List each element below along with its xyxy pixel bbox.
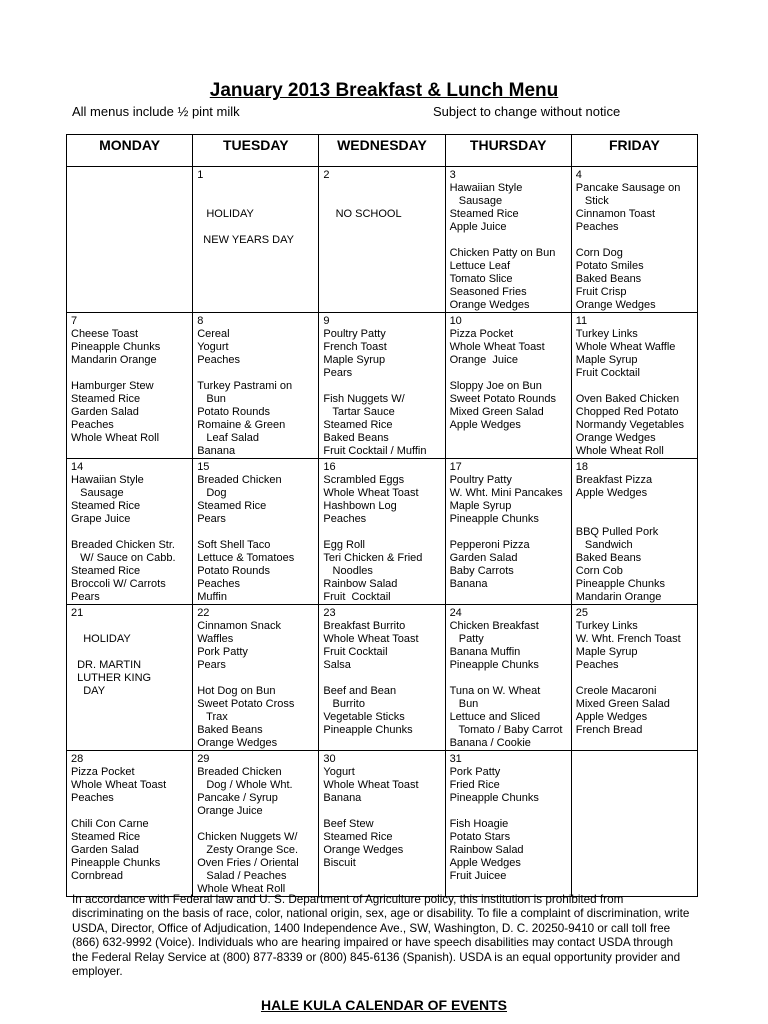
menu-line: BBQ Pulled Pork [575, 526, 659, 538]
menu-line [197, 221, 318, 234]
day-number: 23 [323, 607, 336, 619]
menu-line: Cereal [197, 328, 230, 340]
menu-line: Corn Dog [575, 247, 623, 259]
menu-line: Sausage [449, 195, 503, 207]
day-number: 25 [575, 607, 588, 619]
menu-line: Breakfast Burrito [323, 620, 406, 632]
menu-line: Waffles [197, 633, 234, 645]
menu-line: Steamed Rice [449, 208, 519, 220]
menu-line: Lettuce and Sliced [449, 711, 541, 723]
menu-line: Pizza Pocket [449, 328, 514, 340]
menu-line: Tartar Sauce [323, 406, 395, 418]
menu-line: Stick [575, 195, 609, 207]
menu-line: Cinnamon Toast [575, 208, 656, 220]
menu-line: Salad / Peaches [197, 870, 287, 882]
menu-line: Vegetable Sticks [323, 711, 405, 723]
menu-line [197, 526, 318, 539]
day-number: 8 [197, 315, 204, 327]
menu-line: Poultry Patty [449, 474, 512, 486]
menu-line: Banana [449, 578, 488, 590]
menu-line [71, 620, 192, 633]
menu-line: Peaches [197, 354, 240, 366]
menu-line: Peaches [71, 792, 114, 804]
week-row [67, 313, 698, 459]
menu-line: HOLIDAY [197, 208, 254, 220]
menu-line: Peaches [575, 221, 619, 233]
menu-line: Breakfast Pizza [575, 474, 653, 486]
menu-line: Sausage [71, 487, 124, 499]
menu-line: Turkey Links [575, 620, 638, 632]
day-cell [67, 167, 193, 313]
menu-line: Tomato Slice [449, 273, 513, 285]
menu-line: Peaches [197, 578, 240, 590]
day-cell [571, 605, 697, 751]
menu-line [197, 182, 318, 195]
day-cell [445, 459, 571, 605]
menu-line: Chopped Red Potato [575, 406, 679, 418]
menu-line: Apple Wedges [449, 419, 521, 431]
menu-line: Bun [449, 698, 479, 710]
menu-line [197, 367, 318, 380]
week-row [67, 167, 698, 313]
menu-line: Dog / Whole Wht. [197, 779, 293, 791]
menu-line: Pears [323, 367, 353, 379]
menu-line: DR. MARTIN [71, 659, 142, 671]
menu-line: Egg Roll [323, 539, 365, 551]
menu-line [450, 805, 571, 818]
menu-line: Romaine & Green [197, 419, 286, 431]
day-cell [445, 751, 571, 897]
day-cell [67, 605, 193, 751]
menu-line [576, 513, 697, 526]
menu-line [576, 500, 697, 513]
menu-line: Pancake Sausage on [575, 182, 681, 194]
menu-line: Oven Fries / Oriental [197, 857, 299, 869]
menu-line: Baked Beans [197, 724, 263, 736]
menu-line [323, 380, 444, 393]
menu-line: Mixed Green Salad [575, 698, 670, 710]
day-number: 31 [449, 753, 462, 765]
menu-line: Banana [197, 445, 236, 457]
day-cell [445, 167, 571, 313]
menu-line: Cheese Toast [71, 328, 139, 340]
menu-line: Whole Wheat Toast [71, 779, 167, 791]
menu-line: Zesty Orange Sce. [197, 844, 299, 856]
menu-line: Apple Wedges [575, 487, 648, 499]
menu-line: Garden Salad [71, 844, 139, 856]
menu-line: Cinnamon Snack [197, 620, 281, 632]
menu-line: Apple Juice [449, 221, 507, 233]
menu-line: French Toast [323, 341, 387, 353]
menu-line: Orange Wedges [575, 299, 656, 311]
menu-line: Steamed Rice [71, 500, 141, 512]
menu-line: Biscuit [323, 857, 356, 869]
day-cell [445, 313, 571, 459]
events-heading: HALE KULA CALENDAR OF EVENTS [260, 997, 508, 1013]
menu-line: Whole Wheat Roll [197, 883, 286, 895]
menu-line: Maple Syrup [449, 500, 512, 512]
day-number: 7 [71, 315, 78, 327]
menu-line: Pineapple Chunks [449, 659, 539, 671]
menu-line: Pineapple Chunks [71, 857, 161, 869]
menu-line: Steamed Rice [323, 831, 393, 843]
menu-line: Baked Beans [323, 432, 389, 444]
day-cell [193, 459, 319, 605]
menu-line: NEW YEARS DAY [197, 234, 294, 246]
menu-line: Chili Con Carne [71, 818, 149, 830]
menu-line: DAY [71, 685, 106, 697]
menu-line [71, 646, 192, 659]
menu-line: Normandy Vegetables [575, 419, 684, 431]
menu-line: Whole Wheat Roll [575, 445, 664, 457]
menu-line: Fish Hoagie [449, 818, 509, 830]
menu-line: Banana [323, 792, 362, 804]
calendar-weeks [67, 167, 698, 897]
menu-line: Lettuce & Tomatoes [197, 552, 295, 564]
menu-line: W/ Sauce on Cabb. [71, 552, 176, 564]
day-cell [67, 313, 193, 459]
menu-line: Garden Salad [449, 552, 518, 564]
week-row [67, 751, 698, 897]
menu-line: Beef and Bean [323, 685, 397, 697]
menu-line: Hawaiian Style [449, 182, 523, 194]
menu-line: Soft Shell Taco [197, 539, 271, 551]
menu-line [450, 367, 571, 380]
menu-line: Whole Wheat Waffle [575, 341, 676, 353]
day-cell [571, 313, 697, 459]
menu-line: Orange Wedges [449, 299, 530, 311]
menu-line: Apple Wedges [575, 711, 648, 723]
menu-line: Chicken Patty on Bun [449, 247, 556, 259]
menu-line: Steamed Rice [323, 419, 393, 431]
day-number: 18 [575, 461, 588, 473]
menu-calendar-table [66, 134, 698, 897]
weekday-header: THURSDAY [445, 135, 571, 167]
menu-line: Mixed Green Salad [449, 406, 544, 418]
day-number: 21 [71, 607, 84, 619]
week-row [67, 459, 698, 605]
menu-line: Fruit Crisp [575, 286, 627, 298]
menu-line: Pineapple Chunks [449, 792, 539, 804]
menu-line: Hawaiian Style [71, 474, 144, 486]
menu-line [71, 805, 192, 818]
day-number: 9 [323, 315, 330, 327]
menu-line: Potato Stars [449, 831, 511, 843]
day-number: 1 [197, 169, 204, 181]
menu-line: Pork Patty [449, 766, 501, 778]
menu-line [576, 672, 697, 685]
menu-line: Noodles [323, 565, 373, 577]
week-row [67, 605, 698, 751]
menu-line: Orange Wedges [197, 737, 278, 749]
menu-line: Steamed Rice [197, 500, 267, 512]
menu-line: Orange Wedges [575, 432, 656, 444]
weekday-header: WEDNESDAY [319, 135, 445, 167]
menu-line [450, 672, 571, 685]
menu-line: Breaded Chicken [197, 474, 282, 486]
menu-line: Sweet Potato Rounds [449, 393, 556, 405]
menu-line: Trax [197, 711, 228, 723]
menu-line: Potato Rounds [197, 565, 270, 577]
day-number: 28 [71, 753, 84, 765]
menu-line: Fruit Cocktail / Muffin [323, 445, 427, 457]
menu-line: Chicken Breakfast [449, 620, 539, 632]
menu-line: Banana / Cookie [449, 737, 531, 749]
menu-line: Fruit Cocktail [323, 591, 391, 603]
day-number: 11 [575, 315, 588, 327]
day-cell [67, 751, 193, 897]
weekday-header: TUESDAY [193, 135, 319, 167]
menu-line: HOLIDAY [71, 633, 131, 645]
menu-line: Hamburger Stew [71, 380, 154, 392]
day-number: 17 [449, 461, 462, 473]
menu-line: Pineapple Chunks [575, 578, 666, 590]
menu-line [323, 672, 444, 685]
menu-line: Creole Macaroni [575, 685, 657, 697]
menu-line: Peaches [575, 659, 619, 671]
menu-line: Mandarin Orange [575, 591, 662, 603]
menu-line: Tomato / Baby Carrot [449, 724, 563, 736]
menu-line: Baked Beans [575, 273, 642, 285]
menu-line: Whole Wheat Toast [323, 487, 419, 499]
menu-line: Dog [197, 487, 227, 499]
menu-line: Fruit Cocktail [323, 646, 388, 658]
day-cell [319, 605, 445, 751]
menu-line: Bun [197, 393, 226, 405]
day-cell [193, 167, 319, 313]
day-cell [571, 167, 697, 313]
menu-line: W. Wht. Mini Pancakes [449, 487, 563, 499]
weekday-header-row [67, 135, 698, 167]
menu-line: Sweet Potato Cross [197, 698, 295, 710]
menu-line: Pizza Pocket [71, 766, 135, 778]
menu-line: Breaded Chicken [197, 766, 282, 778]
menu-line: Yogurt [197, 341, 229, 353]
day-number: 29 [197, 753, 210, 765]
menu-line: Mandarin Orange [71, 354, 157, 366]
menu-line: Teri Chicken & Fried [323, 552, 423, 564]
menu-line: Muffin [197, 591, 227, 603]
menu-line: Whole Wheat Roll [71, 432, 160, 444]
menu-line: Scrambled Eggs [323, 474, 405, 486]
day-cell [193, 605, 319, 751]
menu-line: Pork Patty [197, 646, 248, 658]
menu-line: Maple Syrup [575, 646, 638, 658]
day-cell [193, 313, 319, 459]
menu-title [0, 80, 768, 102]
menu-line: Hot Dog on Bun [197, 685, 276, 697]
menu-line [323, 195, 444, 208]
menu-line: Corn Cob [575, 565, 623, 577]
menu-line: Burrito [323, 698, 365, 710]
day-cell [319, 459, 445, 605]
menu-line: Steamed Rice [71, 831, 141, 843]
menu-line: Pineapple Chunks [449, 513, 539, 525]
menu-line: Yogurt [323, 766, 355, 778]
menu-line: Apple Wedges [449, 857, 521, 869]
day-number: 3 [449, 169, 456, 181]
menu-line: Oven Baked Chicken [575, 393, 680, 405]
day-number: 10 [449, 315, 462, 327]
day-cell [445, 605, 571, 751]
menu-line: Pepperoni Pizza [449, 539, 530, 551]
menu-line: Baked Beans [575, 552, 642, 564]
day-number: 15 [197, 461, 210, 473]
menu-line [323, 526, 444, 539]
menu-line [576, 380, 697, 393]
menu-line: Whole Wheat Toast [323, 779, 419, 791]
menu-line: Pineapple Chunks [71, 341, 161, 353]
menu-line: Grape Juice [71, 513, 131, 525]
day-cell [67, 459, 193, 605]
day-cell [319, 167, 445, 313]
menu-line: Steamed Rice [71, 393, 141, 405]
menu-line: W. Wht. French Toast [575, 633, 681, 645]
menu-line [323, 805, 444, 818]
day-number: 4 [575, 169, 582, 181]
menu-line: NO SCHOOL [323, 208, 402, 220]
milk-note: All menus include ½ pint milk [72, 104, 240, 119]
menu-line: Turkey Links [575, 328, 638, 340]
menu-line: Beef Stew [323, 818, 374, 830]
menu-line [323, 182, 444, 195]
weekday-header: FRIDAY [571, 135, 697, 167]
menu-line [450, 234, 571, 247]
menu-line: Poultry Patty [323, 328, 386, 340]
menu-line: Lettuce Leaf [449, 260, 511, 272]
menu-line: Salsa [323, 659, 351, 671]
menu-line: Orange Juice [197, 805, 263, 817]
day-cell [319, 313, 445, 459]
menu-line [197, 195, 318, 208]
menu-line: Tuna on W. Wheat [449, 685, 541, 697]
menu-line: Fried Rice [449, 779, 500, 791]
menu-line: Peaches [323, 513, 367, 525]
menu-line [71, 367, 192, 380]
menu-line: Potato Rounds [197, 406, 270, 418]
menu-line: Pancake / Syrup [197, 792, 278, 804]
menu-line: Baby Carrots [449, 565, 514, 577]
menu-line: Patty [449, 633, 484, 645]
menu-line [576, 234, 697, 247]
menu-line: Fruit Juicee [449, 870, 507, 882]
menu-line: Cornbread [71, 870, 123, 882]
menu-line: Rainbow Salad [449, 844, 524, 856]
menu-title-text: January 2013 Breakfast & Lunch Menu [209, 80, 559, 101]
menu-line [197, 818, 318, 831]
menu-line: Pineapple Chunks [323, 724, 413, 736]
menu-line: Fruit Cocktail [575, 367, 640, 379]
day-cell [193, 751, 319, 897]
menu-line: Turkey Pastrami on [197, 380, 293, 392]
day-cell [319, 751, 445, 897]
day-number: 24 [449, 607, 462, 619]
day-number: 2 [323, 169, 330, 181]
menu-line: Potato Smiles [575, 260, 644, 272]
menu-line: Pears [197, 513, 226, 525]
menu-line: Garden Salad [71, 406, 139, 418]
menu-line: LUTHER KING [71, 672, 152, 684]
menu-line: Orange Wedges [323, 844, 404, 856]
menu-line: Leaf Salad [197, 432, 259, 444]
menu-line: Pears [197, 659, 226, 671]
menu-line: Fish Nuggets W/ [323, 393, 405, 405]
day-number: 30 [323, 753, 336, 765]
nondiscrimination-statement: In accordance with Federal law and U. S. Department of Agriculture policy, this institution is prohibited from discriminating on the basis of race, color, national origin, sex, age or disability. To file a complaint of discrimination, write USDA, Director, Office of Adjudication, 1400 Independence Ave., SW, Washington, D. C. 20250-9410 or call toll free (866) 632-9992 (Voice). Individuals who are hearing impaired or have speech disabilities may contact USDA through the Federal Relay Service at (800) 877-8339 or (800) 845-6136 (Spanish). USDA is an equal opportunity provider and employer. [72, 893, 690, 979]
menu-line: Whole Wheat Toast [323, 633, 419, 645]
menu-line: Whole Wheat Toast [449, 341, 545, 353]
menu-line: French Bread [575, 724, 643, 736]
menu-line: Chicken Nuggets W/ [197, 831, 298, 843]
menu-line: Broccoli W/ Carrots [71, 578, 166, 590]
menu-line: Sloppy Joe on Bun [449, 380, 542, 392]
day-number: 16 [323, 461, 336, 473]
menu-line: Breaded Chicken Str. [71, 539, 175, 551]
menu-line [71, 526, 192, 539]
menu-line [197, 672, 318, 685]
day-number: 22 [197, 607, 210, 619]
menu-line: Orange Juice [449, 354, 519, 366]
menu-line: Peaches [71, 419, 114, 431]
menu-line: Rainbow Salad [323, 578, 398, 590]
menu-line: Maple Syrup [575, 354, 638, 366]
weekday-header: MONDAY [67, 135, 193, 167]
day-cell [571, 751, 697, 897]
day-cell [571, 459, 697, 605]
menu-line: Maple Syrup [323, 354, 386, 366]
menu-line: Seasoned Fries [449, 286, 527, 298]
menu-line [450, 526, 571, 539]
day-number: 14 [71, 461, 84, 473]
menu-line: Banana Muffin [449, 646, 521, 658]
change-note: Subject to change without notice [433, 104, 621, 119]
menu-line: Hashbown Log [323, 500, 397, 512]
menu-line: Steamed Rice [71, 565, 141, 577]
menu-line: Sandwich [575, 539, 633, 551]
menu-line: Pears [71, 591, 100, 603]
